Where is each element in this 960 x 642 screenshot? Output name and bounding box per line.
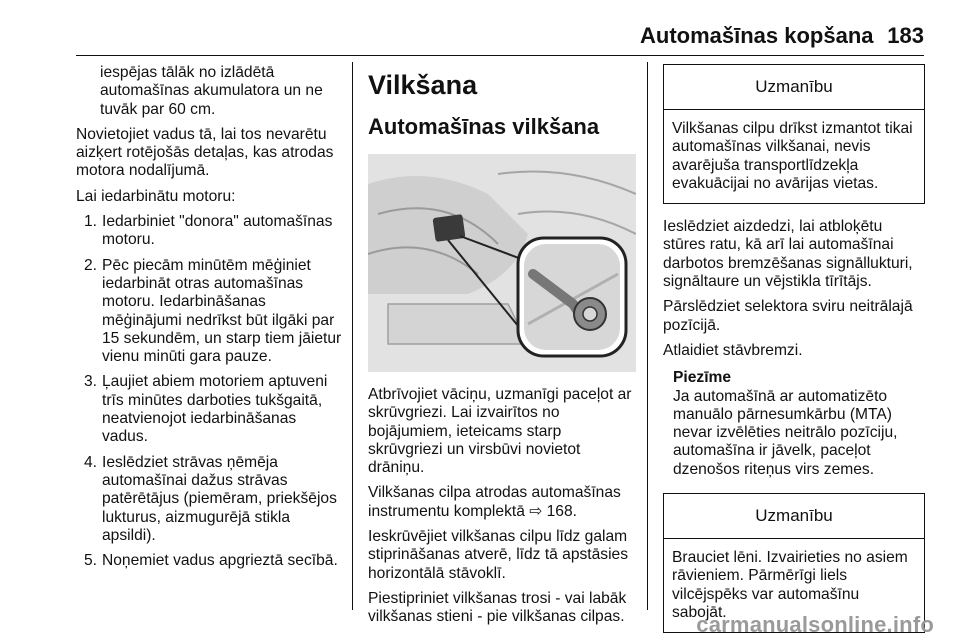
continued-paragraph: iespējas tālāk no izlādētā automašīnas akumulatora un ne tuvāk par 60 cm. xyxy=(100,64,323,118)
column-divider-left xyxy=(352,62,353,610)
section-heading: Vilkšana xyxy=(368,70,478,100)
caution-text: Brauciet lēni. Izvairieties no asiem rāvieniem. Pārmērīgi liels vilcējspēks var automašīnu sabojāt. xyxy=(672,549,908,621)
list-number: 4. xyxy=(84,453,98,471)
right-column xyxy=(663,64,925,633)
paragraph: Atlaidiet stāvbremzi. xyxy=(663,341,803,359)
note-title: Piezīme xyxy=(673,369,732,387)
page-number: 183 xyxy=(887,23,924,48)
column-divider-right xyxy=(647,62,648,610)
paragraph: Vilkšanas cilpa atrodas automašīnas instrumentu komplektā ⇨ 168. xyxy=(368,484,621,520)
list-text: Ieslēdziet strāvas ņēmēja automašīnai dažus strāvas patērētājus (piemēram, priekšējos lukturus, aizmugurējā stikla apsildi). xyxy=(102,453,337,544)
caution-title: Uzmanību xyxy=(664,494,924,539)
section-title: Automašīnas kopšana xyxy=(640,23,874,48)
paragraph: Ieslēdziet aizdedzi, lai atbloķētu stūres ratu, kā arī lai automašīnai darbotos bremzēšanas signāllukturi, signāltaure un vējstikla tīrītājs. xyxy=(663,218,913,291)
middle-column xyxy=(368,64,640,627)
list-number: 1. xyxy=(84,213,98,231)
list-item xyxy=(76,552,342,570)
note-block xyxy=(663,369,925,479)
list-number: 3. xyxy=(84,373,98,391)
list-item xyxy=(76,373,342,446)
caution-text: Vilkšanas cilpu drīkst izmantot tikai automašīnas vilkšanai, nevis avarējuša transportlīdzekļa evakuācijai no avārijas vietas. xyxy=(672,120,913,192)
caution-title: Uzmanību xyxy=(664,65,924,110)
list-number: 2. xyxy=(84,256,98,274)
list-item xyxy=(76,257,342,367)
list-item xyxy=(76,454,342,545)
list-number: 5. xyxy=(84,552,98,570)
paragraph: Piestipriniet vilkšanas trosi - vai labāk vilkšanas stieni - pie vilkšanas cilpas. xyxy=(368,589,627,626)
list-text: Pēc piecām minūtēm mēģiniet iedarbināt otras automašīnas motoru. Iedarbināšanas mēģinājumi nedrīkst būt ilgāki par 15 sekundēm, un starp tiem jāietur vienu minūti gara pauze. xyxy=(102,256,342,366)
subsection-heading: Automašīnas vilkšana xyxy=(368,114,600,139)
list-item xyxy=(76,213,342,250)
header-divider xyxy=(76,55,924,56)
note-text: Ja automašīnā ar automatizēto manuālo pārnesumkārbu (MTA) nevar izvēlēties neitrālo pozīciju, automašīna ir jāvelk, paceļot dzenošos riteņus virs zemes. xyxy=(673,387,898,478)
paragraph: Lai iedarbinātu motoru: xyxy=(76,187,236,205)
watermark: carmanualsonline.info xyxy=(696,612,934,637)
list-text: Ļaujiet abiem motoriem aptuveni trīs minūtes darboties tukšgaitā, neatvienojot iedarbināšanas vadus. xyxy=(102,373,328,446)
list-text: Noņemiet vadus apgrieztā secībā. xyxy=(102,552,338,570)
list-text: Iedarbiniet "donora" automašīnas motoru. xyxy=(102,213,333,249)
towing-eye-illustration xyxy=(368,154,636,372)
paragraph: Ieskrūvējiet vilkšanas cilpu līdz galam stiprināšanas atverē, līdz tā apstāsies horizontālā stāvoklī. xyxy=(368,528,629,582)
caution-box xyxy=(663,64,925,204)
paragraph: Pārslēdziet selektora sviru neitrālajā pozīcijā. xyxy=(663,298,913,334)
paragraph: Atbrīvojiet vāciņu, uzmanīgi paceļot ar skrūvgriezi. Lai izvairītos no bojājumiem, ieteicams starp skrūvgriezi un virsbūvi novietot drāniņu. xyxy=(368,386,632,477)
paragraph: Novietojiet vadus tā, lai tos nevarētu aizķert rotējošās detaļas, kas atrodas motora nodalījumā. xyxy=(76,125,334,180)
left-column xyxy=(76,64,342,570)
towing-eye-figure xyxy=(368,154,636,372)
